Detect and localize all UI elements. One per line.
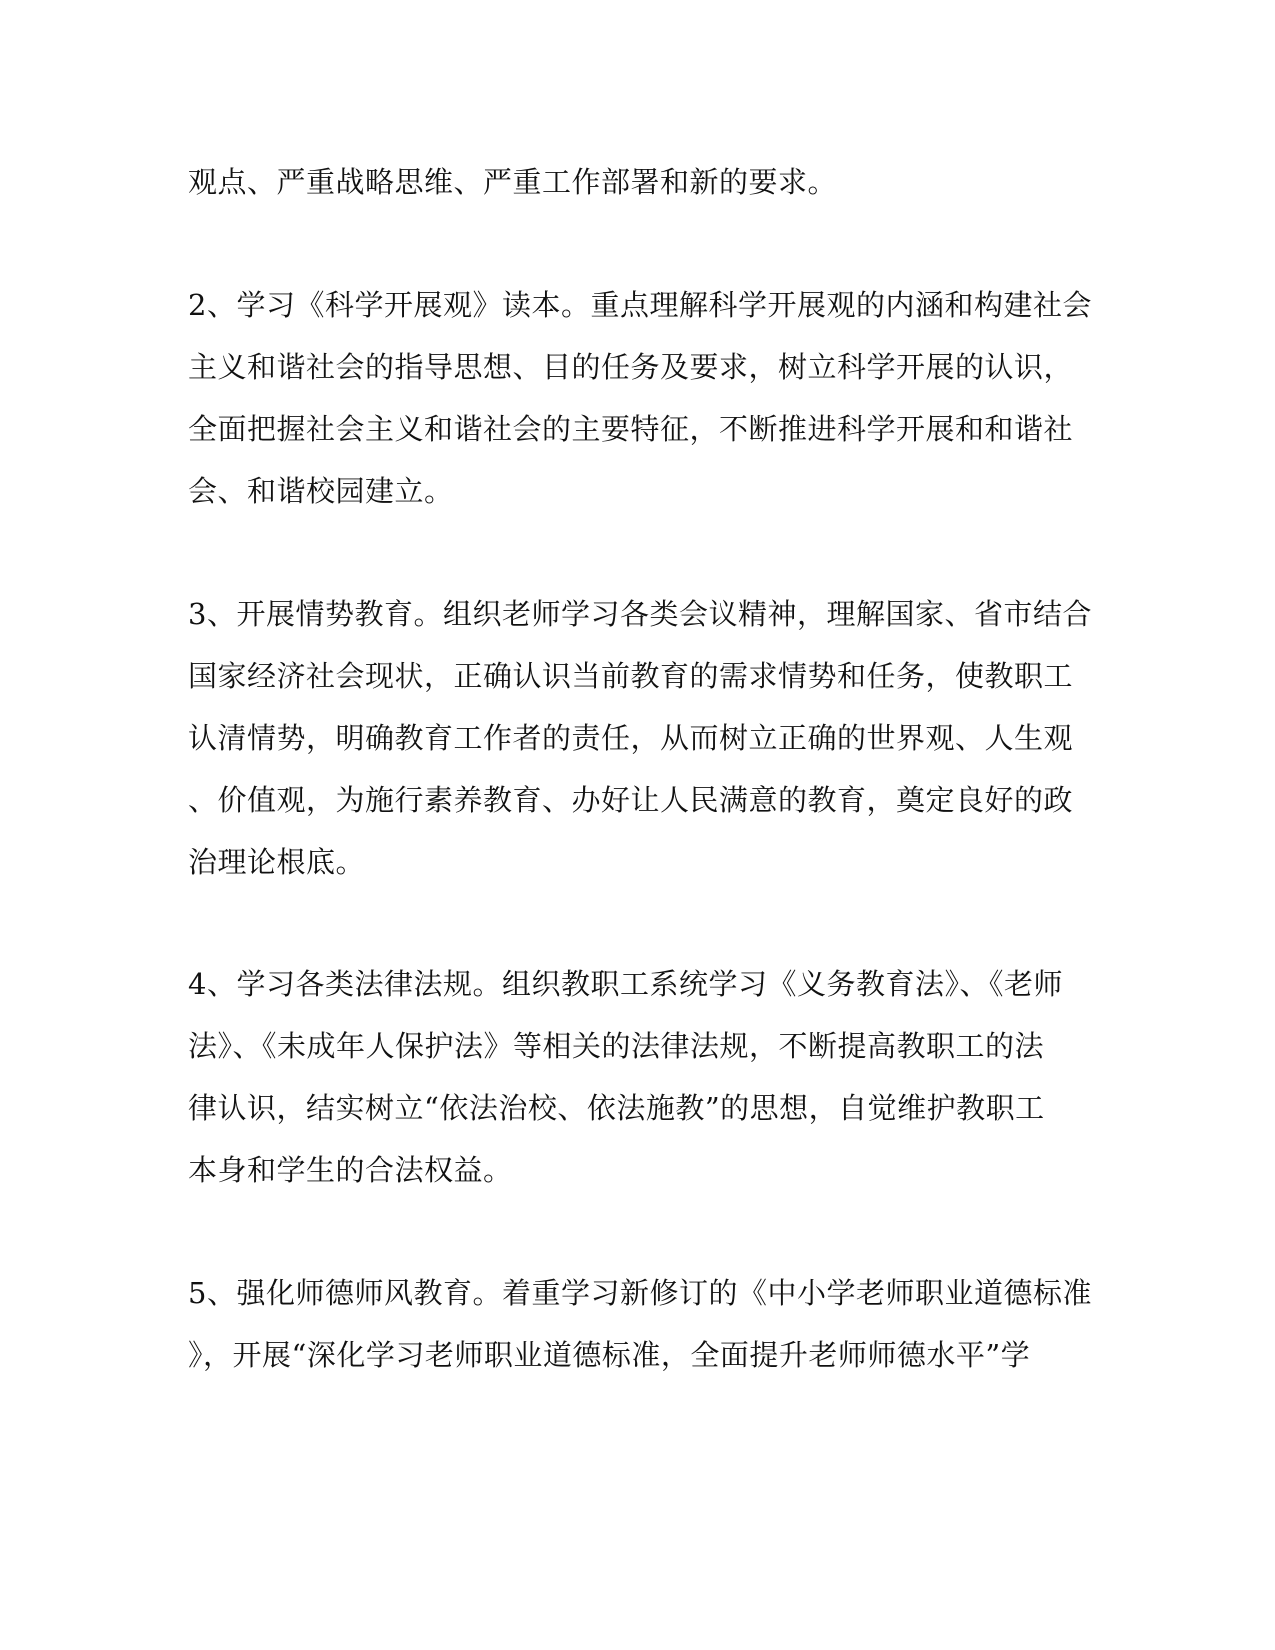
paragraph-3-line-4: 、价值观，为施行素养教育、办好让人民满意的教育，奠定良好的政 (188, 783, 1074, 817)
paragraph-5-line-2: 》，开展“深化学习老师职业道德标准，全面提升老师师德水平”学 (188, 1338, 1031, 1372)
paragraph-2-line-2: 主义和谐社会的指导思想、目的任务及要求，树立科学开展的认识， (188, 350, 1074, 384)
paragraph-4-line-4: 本身和学生的合法权益。 (188, 1153, 513, 1187)
paragraph-3-line-5: 治理论根底。 (188, 845, 366, 879)
paragraph-4-line-3: 律认识，结实树立“依法治校、依法施教”的思想，自觉维护教职工 (188, 1091, 1045, 1125)
paragraph-4-line-1: 4、学习各类法律法规。组织教职工系统学习《义务教育法》、《老师 (188, 967, 1063, 1001)
paragraph-2-line-1: 2、学习《科学开展观》读本。重点理解科学开展观的内涵和构建社会 (188, 288, 1092, 322)
paragraph-2-line-3: 全面把握社会主义和谐社会的主要特征，不断推进科学开展和和谐社 (188, 412, 1074, 446)
paragraph-3-line-2: 国家经济社会现状，正确认识当前教育的需求情势和任务，使教职工 (188, 659, 1074, 693)
paragraph-3-line-1: 3、开展情势教育。组织老师学习各类会议精神，理解国家、省市结合 (188, 597, 1092, 631)
paragraph-4-line-2: 法》、《未成年人保护法》等相关的法律法规，不断提高教职工的法 (188, 1029, 1045, 1063)
paragraph-5-line-1: 5、强化师德师风教育。着重学习新修订的《中小学老师职业道德标准 (188, 1276, 1092, 1310)
paragraph-2-line-4: 会、和谐校园建立。 (188, 474, 454, 508)
paragraph-1-line-1: 观点、严重战略思维、严重工作部署和新的要求。 (188, 165, 838, 199)
paragraph-3-line-3: 认清情势，明确教育工作者的责任，从而树立正确的世界观、人生观 (188, 721, 1074, 755)
